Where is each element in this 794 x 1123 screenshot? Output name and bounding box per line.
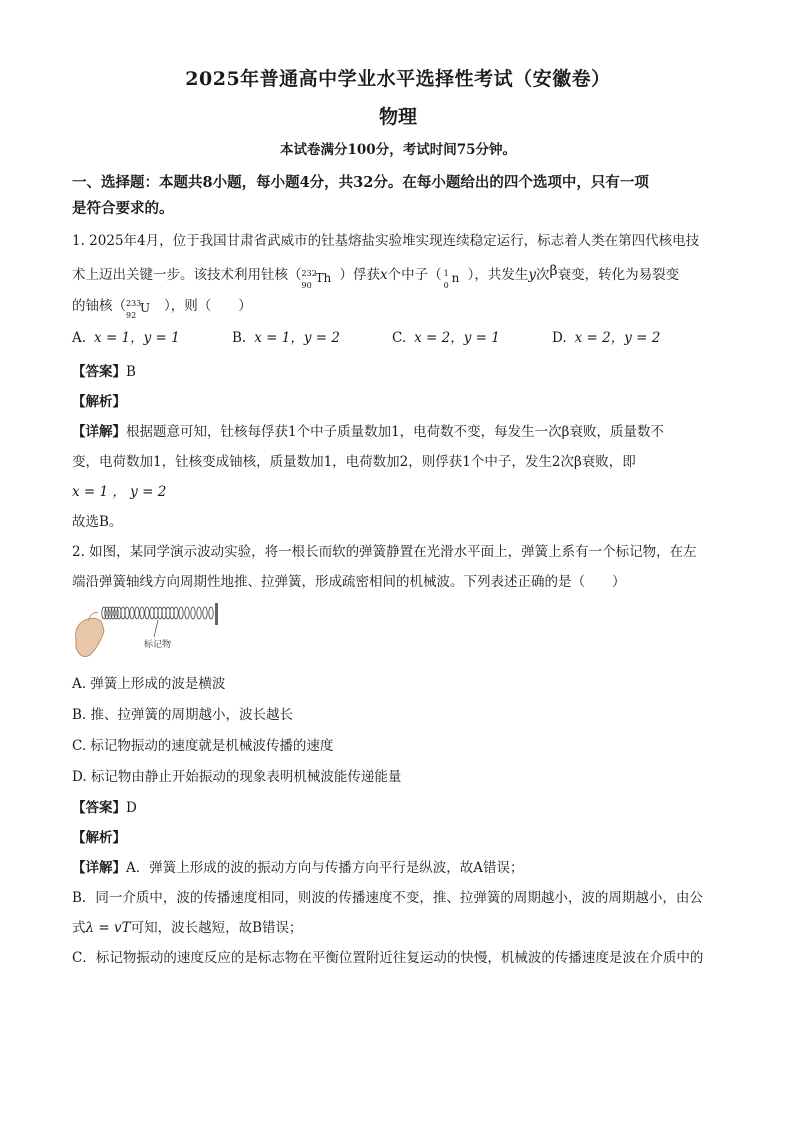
q2-option-b[interactable]: B. 推、拉弹簧的周期越小，波长越长 (72, 707, 294, 723)
q1-option-c[interactable]: C. x = 2，y = 1 (392, 330, 500, 346)
q2-options (72, 669, 724, 793)
spring-coils (102, 607, 213, 619)
q2-detail-b-line1: B．同一介质中，波的传播速度相同，则波的传播速度不变，推、拉弹簧的周期越小，波的周期越小，由公 (72, 890, 703, 906)
exam-title: 2025年普通高中学业水平选择性考试（安徽卷） (185, 68, 611, 90)
q1-answer: 【答案】B (72, 364, 136, 380)
spring-wave-figure (72, 599, 724, 663)
q2-detail-b-line2: 式λ = vT可知，波长越短，故B错误； (72, 920, 303, 936)
neutron-nuclide: 1 0 n (443, 268, 460, 290)
q1-options (72, 323, 724, 353)
q2-detail-c: C．标记物振动的速度反应的是标志物在平衡位置附近往复运动的快慢，机械波的传播速度是波在介质中的 (72, 950, 704, 966)
spring-hand-illustration (72, 599, 232, 663)
q1-stem-line2: 术上迈出关键一步。该技术利用钍核（ 232 90 Th ）俘获x个中子（ 1 0 n ），共发生y次β衰变，转化为易裂变 (72, 256, 724, 291)
wall-icon (215, 603, 218, 625)
q1-stem-line1: 1. 2025年4月，位于我国甘肃省武威市的钍基熔盐实验堆实现连续稳定运行，标志着人类在第四代核电技 (72, 233, 700, 249)
q1-option-d[interactable]: D. x = 2，y = 2 (552, 330, 661, 346)
q2-detail-a: 【详解】A．弹簧上形成的波的振动方向与传播方向平行是纵波，故A错误； (72, 860, 524, 876)
q1-option-b[interactable]: B. x = 1，y = 2 (232, 330, 340, 346)
q1-option-a[interactable]: A. x = 1，y = 1 (72, 330, 180, 346)
q2-option-a[interactable]: A. 弹簧上形成的波是横波 (72, 676, 226, 692)
exam-page (72, 66, 724, 973)
subject-title: 物理 (378, 106, 417, 128)
marker-label: 标记物 (144, 640, 172, 650)
q2-answer: 【答案】D (72, 800, 137, 816)
q2-option-c[interactable]: C. 标记物振动的速度就是机械波传播的速度 (72, 738, 334, 754)
uranium-nuclide: 233 92 U (126, 299, 151, 320)
q1-stem-line3: 的铀核（ 233 92 U ），则（ ） (72, 291, 724, 322)
thorium-nuclide: 232 90 Th (301, 268, 332, 290)
question-1 (72, 226, 724, 537)
hand-icon (76, 618, 104, 656)
q2-analysis-label: 【解析】 (72, 830, 126, 846)
marker-pointer (154, 620, 158, 637)
q1-conclusion: 故选B。 (72, 514, 123, 530)
section-heading: 一、选择题：本题共8小题，每小题4分，共32分。在每小题给出的四个选项中，只有一项 是符合要求的。 (72, 174, 649, 217)
q1-detail-line3: x = 1 ， y = 2 (72, 484, 167, 500)
q1-detail-line2: 变，电荷数加1，钍核变成铀核，质量数加1，电荷数加2，则俘获1个中子，发生2次β衰败，即 (72, 454, 636, 470)
q1-detail-line1: 【详解】根据题意可知，钍核每俘获1个中子质量数加1，电荷数不变，每发生一次β衰败，质量数不 (72, 424, 664, 440)
exam-note: 本试卷满分100分，考试时间75分钟。 (280, 142, 516, 158)
q2-stem-line2: 端沿弹簧轴线方向周期性地推、拉弹簧，形成疏密相间的机械波。下列表述正确的是（ ） (72, 574, 626, 590)
q2-option-d[interactable]: D. 标记物由静止开始振动的现象表明机械波能传递能量 (72, 769, 402, 785)
q1-analysis-label: 【解析】 (72, 394, 126, 410)
q2-stem-line1: 2. 如图，某同学演示波动实验，将一根长而软的弹簧静置在光滑水平面上，弹簧上系有一个标记物，在左 (72, 544, 697, 560)
question-2 (72, 537, 724, 973)
